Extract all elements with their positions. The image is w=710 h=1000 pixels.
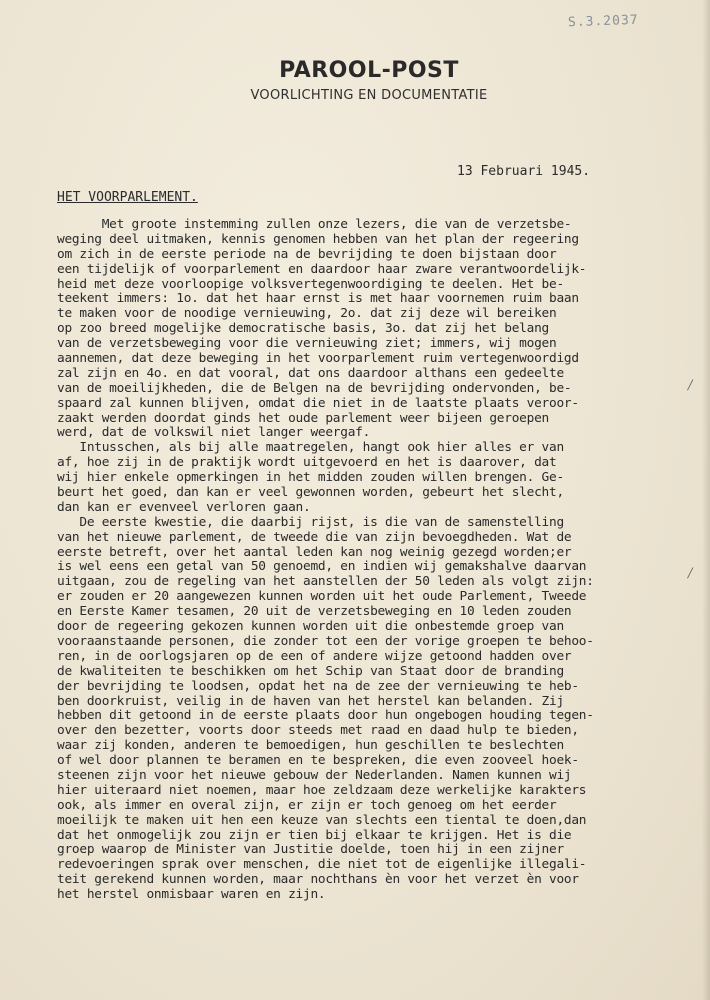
masthead-title: PAROOL-POST bbox=[279, 58, 459, 83]
body-line: steenen zijn voor het nieuwe gebouw der Nederlanden. Namen kunnen wij bbox=[57, 767, 572, 783]
body-line: redevoeringen sprak over menschen, die niet tot de eigenlijke illegali- bbox=[57, 857, 587, 873]
document-date: 13 Februari 1945. bbox=[457, 164, 591, 179]
body-line: moeilijk te maken uit hen een keuze van slechts een tiental te doen,dan bbox=[57, 812, 587, 828]
body-line: om zich in de eerste periode na de bevrijding te doen bijstaan door bbox=[57, 246, 557, 262]
body-line: af, hoe zij in de praktijk wordt uitgevoerd en het is daarover, dat bbox=[57, 455, 557, 471]
body-line: dat het onmogelijk zou zijn er tien bij elkaar te krijgen. Het is die bbox=[57, 827, 572, 843]
body-line: aannemen, dat deze beweging in het voorparlement ruim vertegenwoordigd bbox=[57, 351, 579, 367]
body-line: Intusschen, als bij alle maatregelen, hangt ook hier alles er van bbox=[57, 440, 564, 456]
archive-stamp: S.3.2037 bbox=[567, 12, 639, 31]
body-line: beurt het goed, dan kan er veel gewonnen worden, gebeurt het slecht, bbox=[57, 485, 564, 501]
body-line: weging deel uitmaken, kennis genomen hebben van het plan der regeering bbox=[57, 231, 579, 247]
body-line: op zoo breed mogelijke democratische basis, 3o. dat zij het belang bbox=[57, 321, 549, 337]
masthead-subtitle: VOORLICHTING EN DOCUMENTATIE bbox=[250, 88, 488, 103]
body-line: ook, als immer en overal zijn, er zijn er toch genoeg om het eerder bbox=[57, 797, 557, 813]
body-line: te maken voor de noodige vernieuwing, 2o. dat zij deze wil bereiken bbox=[57, 306, 557, 322]
margin-mark: / bbox=[688, 378, 693, 393]
body-line: zaakt werden doordat ginds het oude parlement weer bijeen geroepen bbox=[57, 410, 549, 426]
margin-mark: / bbox=[688, 566, 693, 581]
body-line: hier uiteraard niet noemen, maar hoe zeldzaam deze werkelijke karakters bbox=[57, 782, 587, 798]
body-line: teit gerekend kunnen worden, maar nochthans èn voor het verzet èn voor bbox=[57, 872, 579, 888]
body-line: zal zijn en 4o. en dat vooral, dat ons daardoor althans een gedeelte bbox=[57, 365, 564, 381]
body-line: wij hier enkele opmerkingen in het midden zouden willen brengen. Ge- bbox=[57, 470, 564, 486]
body-line: of wel door plannen te beramen en te bespreken, die even zooveel hoek- bbox=[57, 753, 579, 769]
body-line: is wel eens een getal van 50 genoemd, en indien wij gemakshalve daarvan bbox=[57, 559, 587, 575]
body-line: over den bezetter, voorts door steeds met raad en daad hulp te bieden, bbox=[57, 723, 579, 739]
body-line: waar zij konden, anderen te bemoedigen, hun geschillen te beslechten bbox=[57, 738, 564, 754]
body-line: dan kan er evenveel verloren gaan. bbox=[57, 499, 311, 515]
body-line: het herstel onmisbaar waren en zijn. bbox=[57, 887, 326, 903]
body-line: der bevrijding te loodsen, opdat het na de zee der vernieuwing te heb- bbox=[57, 678, 579, 694]
article-body bbox=[57, 218, 677, 903]
body-line: een tijdelijk of voorparlement en daardoor haar zware verantwoordelijk- bbox=[57, 261, 587, 277]
body-line: De eerste kwestie, die daarbij rijst, is die van de samenstelling bbox=[57, 514, 564, 530]
body-line: door de regeering gekozen kunnen worden uit die onbestemde groep van bbox=[57, 619, 564, 635]
body-line: van het nieuwe parlement, de tweede die van zijn bevoegdheden. Wat de bbox=[57, 529, 572, 545]
body-line: heid met deze voorloopige volksvertegenwoordiging te deelen. Het be- bbox=[57, 276, 564, 292]
body-line: er zouden er 20 aangewezen kunnen worden uit het oude Parlement, Tweede bbox=[57, 589, 587, 605]
body-line: Met groote instemming zullen onze lezers, die van de verzetsbe- bbox=[57, 217, 572, 232]
body-line: spaard zal kunnen blijven, omdat die niet in de laatste plaats veroor- bbox=[57, 395, 579, 411]
body-line: van de verzetsbeweging voor die vernieuwing ziet; immers, wij mogen bbox=[57, 336, 557, 352]
body-line: ben doorkruist, veilig in de haven van het herstel kan belanden. Zij bbox=[57, 693, 564, 709]
body-line: eerste betreft, over het aantal leden kan nog weinig gezegd worden;er bbox=[57, 544, 572, 560]
article-heading: HET VOORPARLEMENT. bbox=[57, 190, 198, 205]
body-line: de kwaliteiten te beschikken om het Schip van Staat door de branding bbox=[57, 663, 564, 679]
body-line: groep waarop de Minister van Justitie doelde, toen hij in een zijner bbox=[57, 842, 564, 858]
body-line: vooraanstaande personen, die zonder tot een der vorige groepen te behoo- bbox=[57, 633, 594, 649]
body-line: van de moeilijkheden, die de Belgen na de bevrijding ondervonden, be- bbox=[57, 380, 572, 396]
body-line: uitgaan, zou de regeling van het aanstellen der 50 leden als volgt zijn: bbox=[57, 574, 594, 590]
body-line: ren, in de oorlogsjaren op de een of andere wijze getoond hadden over bbox=[57, 648, 572, 664]
body-line: hebben dit getoond in de eerste plaats door hun ongebogen houding tegen- bbox=[57, 708, 594, 724]
page-edge-shadow bbox=[702, 0, 710, 1000]
body-line: werd, dat de volkswil niet langer weergaf. bbox=[57, 425, 371, 441]
body-line: en Eerste Kamer tesamen, 20 uit de verzetsbeweging en 10 leden zouden bbox=[57, 604, 572, 620]
body-line: teekent immers: 1o. dat het haar ernst is met haar voornemen ruim baan bbox=[57, 291, 579, 307]
